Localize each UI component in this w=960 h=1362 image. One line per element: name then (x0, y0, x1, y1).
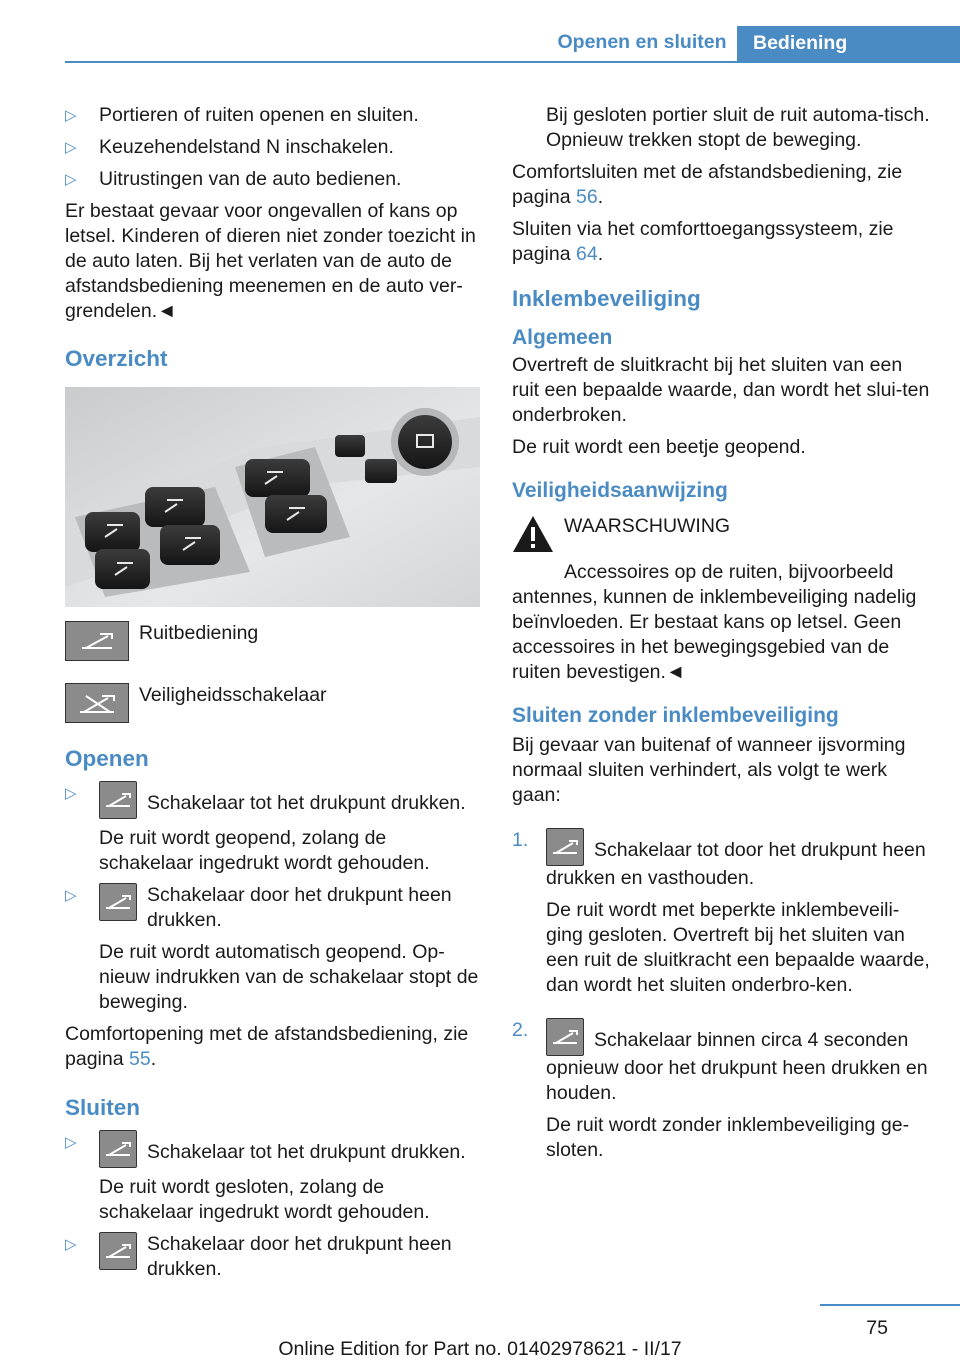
page-link[interactable]: 56 (575, 186, 598, 208)
bullet-icon: ▷ (65, 1236, 77, 1253)
window-switch-icon (546, 1018, 584, 1056)
footer-rule (820, 1304, 960, 1306)
nopinch-intro: Bij gevaar van buitenaf of wanneer ijsvorming normaal sluiten verhindert, als volgt te werk gaan: (512, 734, 906, 806)
bullet-icon: ▷ (65, 107, 77, 124)
left-column (65, 103, 480, 1289)
list-item (65, 1130, 480, 1168)
legend-safety-switch (65, 683, 480, 723)
bullet-icon: ▷ (65, 887, 77, 904)
legend-window-switch (65, 621, 480, 661)
safety-switch-icon (65, 683, 129, 723)
comfort-access-text: Sluiten via het comforttoegangssysteem, zie pagina 64. (512, 218, 894, 265)
page-number: 75 (866, 1317, 888, 1339)
list-item (65, 883, 480, 933)
list-item (65, 1232, 480, 1282)
window-switch-photo (65, 387, 480, 607)
list-item (65, 167, 480, 192)
page-link[interactable]: 64 (575, 243, 598, 265)
general-text-2: De ruit wordt een beetje geopend. (512, 436, 806, 458)
list-item-text: Keuzehendelstand N inschakelen. (99, 136, 394, 158)
comfort-open-text: Comfortopening met de afstandsbediening, zie pagina 55. (65, 1023, 469, 1070)
nopinch-heading: Sluiten zonder inklembeveiliging (512, 704, 839, 727)
list-item-detail: De ruit wordt automatisch geopend. Op-nieuw indrukken van de schakelaar stopt de beweging. (99, 941, 479, 1013)
window-switch-icon (65, 621, 129, 661)
list-item-detail: De ruit wordt gesloten, zolang de schakelaar ingedrukt wordt gehouden. (99, 1176, 430, 1223)
bullet-icon: ▷ (65, 139, 77, 156)
list-item (65, 135, 480, 160)
window-switch-icon (99, 1130, 137, 1168)
footer-edition (0, 1337, 960, 1362)
window-switch-icon (99, 781, 137, 819)
right-column (512, 103, 930, 1170)
list-item (65, 103, 480, 128)
continued-text: Bij gesloten portier sluit de ruit automa-tisch. Opnieuw trekken stopt de beweging. (546, 104, 930, 151)
list-item-detail: De ruit wordt geopend, zolang de schakelaar ingedrukt wordt gehouden. (99, 827, 430, 874)
list-item-text: Schakelaar tot het drukpunt drukken. (147, 1141, 466, 1163)
legend-label: Ruitbediening (139, 622, 259, 644)
header-rule (65, 61, 960, 63)
list-item-text: Schakelaar door het drukpunt heen drukken. (147, 1233, 452, 1280)
list-item (65, 781, 480, 819)
pinch-heading: Inklembeveiliging (512, 286, 701, 311)
bullet-icon: ▷ (65, 171, 77, 188)
step-number: 2. (512, 1019, 529, 1041)
list-item-text: Schakelaar door het drukpunt heen drukken. (147, 884, 452, 931)
close-heading: Sluiten (65, 1095, 141, 1120)
safety-heading: Veiligheidsaanwijzing (512, 479, 728, 502)
legend-label: Veiligheidsschakelaar (139, 684, 327, 706)
list-item-text: Uitrustingen van de auto bedienen. (99, 168, 402, 190)
numbered-step (512, 828, 930, 891)
page-link[interactable]: 55 (128, 1048, 151, 1070)
warning-tail-text: Er bestaat gevaar voor ongevallen of kans op letsel. Kinderen of dieren niet zonder toezicht in de auto laten. Bij het verlaten van de auto de afstandsbediening meenemen en de auto ver-grendelen.◄ (65, 200, 476, 322)
step-detail: De ruit wordt met beperkte inklembeveili-ging gesloten. Overtreft bij het sluiten van een ruit de sluitkracht een bepaalde waarde, dan wordt het sluiten onderbro-ken. (546, 899, 930, 996)
step-number: 1. (512, 829, 529, 851)
step-detail: De ruit wordt zonder inklembeveiliging ge-sloten. (546, 1114, 910, 1161)
numbered-step (512, 1018, 930, 1106)
warning-triangle-icon (512, 514, 554, 554)
list-item-text: Portieren of ruiten openen en sluiten. (99, 104, 419, 126)
general-heading: Algemeen (512, 326, 613, 349)
edition-text: Online Edition for Part no. 01402978621 - II/17 (278, 1338, 682, 1360)
window-switch-icon (99, 883, 137, 921)
window-switch-icon (546, 828, 584, 866)
warning-label: WAARSCHUWING (564, 515, 731, 537)
bullet-icon: ▷ (65, 785, 77, 802)
list-item-text: Schakelaar tot het drukpunt drukken. (147, 792, 466, 814)
open-heading: Openen (65, 746, 149, 771)
bullet-icon: ▷ (65, 1134, 77, 1151)
comfort-close-text: Comfortsluiten met de afstandsbediening, zie pagina 56. (512, 161, 903, 208)
window-switch-icon (99, 1232, 137, 1270)
step-text: Schakelaar tot door het drukpunt heen drukken en vasthouden. (546, 839, 926, 889)
header-tab[interactable]: Bediening (737, 26, 960, 63)
warning-text: Accessoires op de ruiten, bijvoorbeeld antennes, kunnen de inklembeveiliging nadelig beïnvloeden. Er bestaat kans op letsel. Geen accessoires in het bewegingsgebied van de ruiten bevestigen.◄ (512, 561, 917, 683)
general-text: Overtreft de sluitkracht bij het sluiten van een ruit een bepaalde waarde, dan wordt het slui-ten onderbroken. (512, 354, 930, 426)
step-text: Schakelaar binnen circa 4 seconden opnieuw door het drukpunt heen drukken en houden. (546, 1029, 928, 1104)
overview-heading: Overzicht (65, 346, 168, 371)
header-section-title: Openen en sluiten (557, 31, 727, 53)
warning-block (512, 514, 930, 554)
